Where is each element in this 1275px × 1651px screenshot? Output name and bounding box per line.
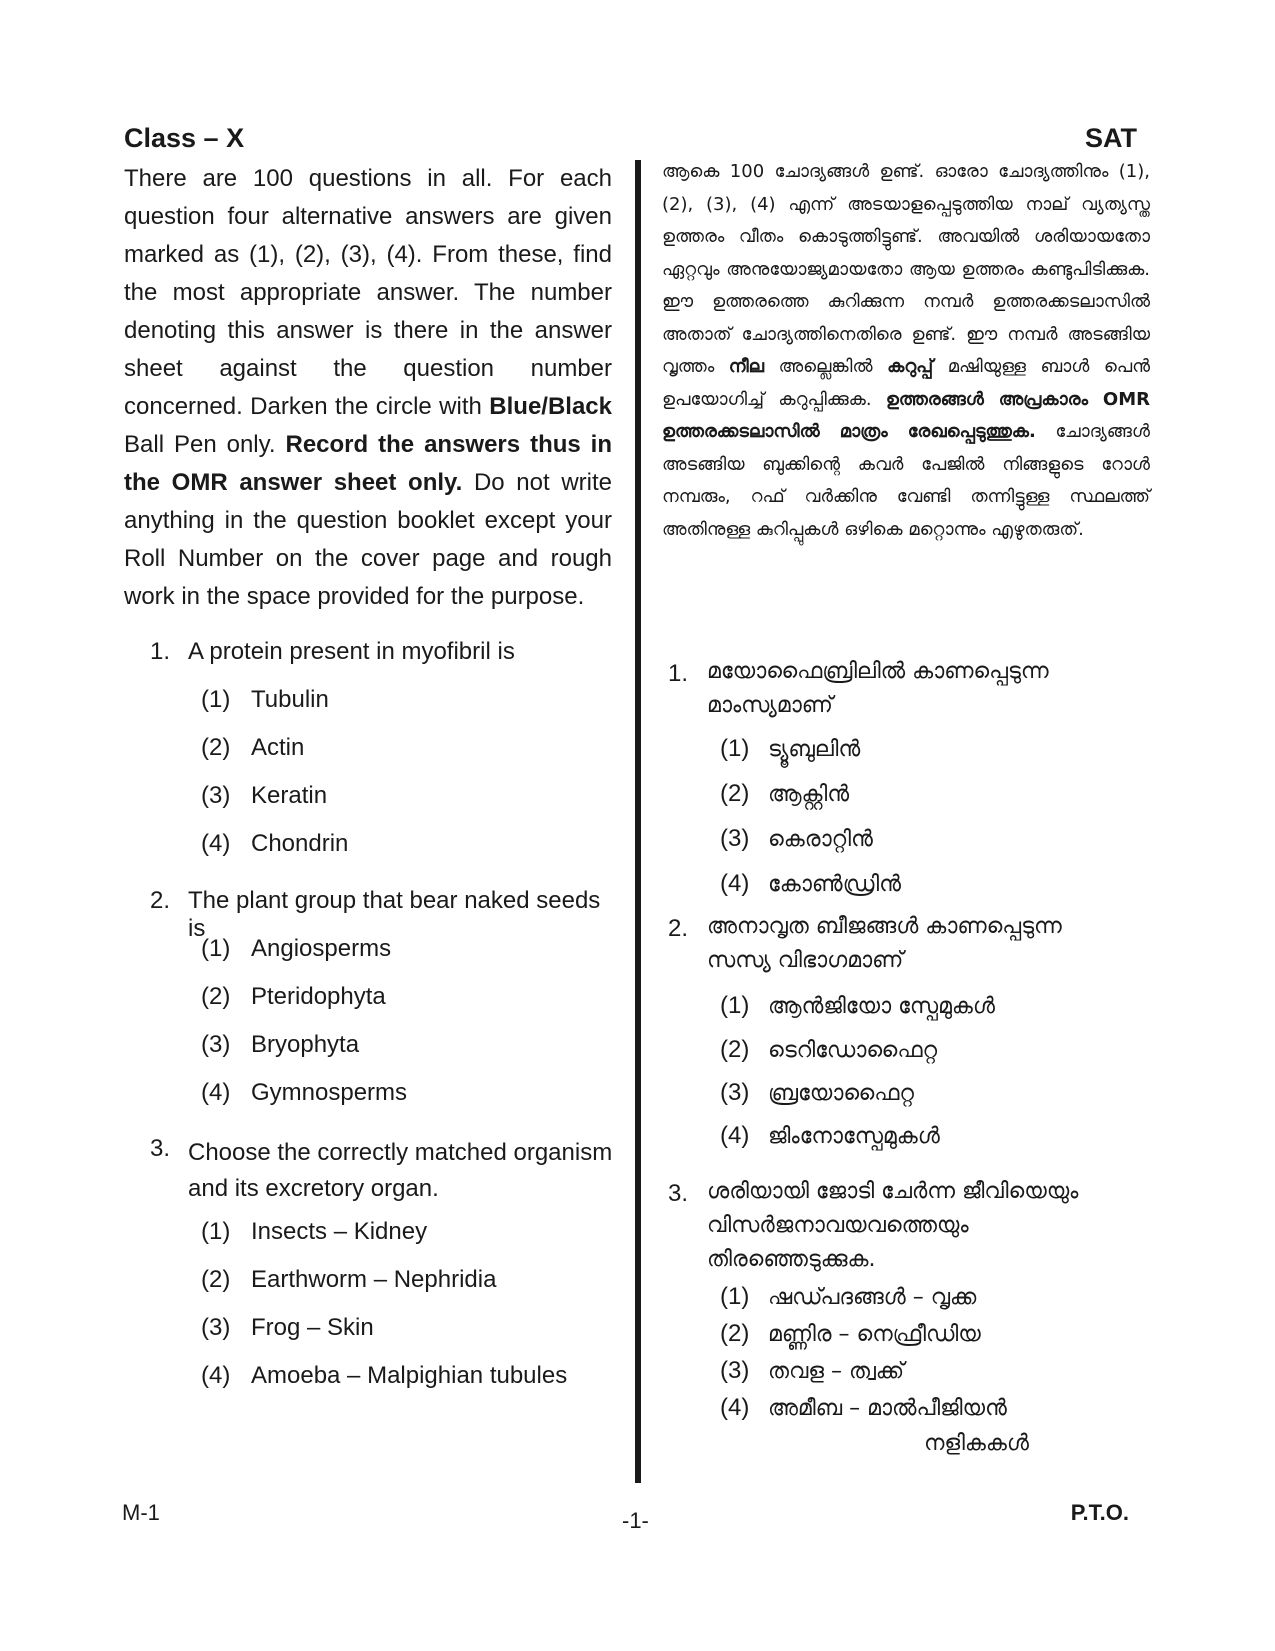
- question-number: 1.: [150, 638, 171, 665]
- option: (1) ട്യൂബുലിൻ: [720, 735, 861, 762]
- instructions-english: There are 100 questions in all. For each question four alternative answers are given marked as (1), (2), (3), (4). From these, find the most appropriate answer. The number denoting this answer is there in the answer sheet against the question number concerned. Darken the circle with Blue/Black Ball Pen only. Record the answers thus in the OMR answer sheet only. Do not write anything in the question booklet except your Roll Number on the cover page and rough work in the space provided for the purpose.: [124, 165, 613, 610]
- option: (3) Frog – Skin: [201, 1314, 374, 1341]
- option: (3) ബ്രയോഫൈറ്റ: [720, 1079, 915, 1106]
- question-number: 2.: [668, 915, 689, 942]
- option: (2) Earthworm – Nephridia: [201, 1266, 497, 1293]
- option: (3) തവള – ത്വക്ക്: [720, 1357, 905, 1384]
- question-number: 2.: [150, 887, 171, 914]
- option: (4) ജിംനോസ്പേമുകൾ: [720, 1122, 940, 1149]
- option: (2) Pteridophyta: [201, 983, 386, 1010]
- option: (1) Tubulin: [201, 686, 329, 713]
- option: (2) ടെറിഡോഫൈറ്റ: [720, 1036, 938, 1063]
- pto-label: P.T.O.: [1070, 1500, 1129, 1525]
- option: (4) Amoeba – Malpighian tubules: [201, 1362, 568, 1389]
- option: (4) അമീബ – മാൽപീജിയൻ: [720, 1394, 1007, 1421]
- option: (4) Chondrin: [201, 830, 349, 857]
- option: (1) Angiosperms: [201, 935, 392, 962]
- question-number: 1.: [668, 660, 689, 687]
- option-continuation: നളികകൾ: [924, 1431, 1029, 1456]
- question-number: 3.: [668, 1180, 689, 1207]
- question-text: അനാവൃത ബീജങ്ങൾ കാണപ്പെടുന്ന സസ്യ വിഭാഗമാണ്: [707, 914, 1062, 973]
- option: (3) Keratin: [201, 782, 328, 809]
- question-number: 3.: [150, 1135, 171, 1162]
- question-text: ശരിയായി ജോടി ചേർന്ന ജീവിയെയും വിസർജനാവയവത്തെയും തിരഞ്ഞെടുക്കുക.: [707, 1179, 1079, 1272]
- option: (1) ഷഡ്പദങ്ങൾ – വൃക്ക: [720, 1283, 977, 1310]
- option: (3) Bryophyta: [201, 1031, 360, 1058]
- option: (4) Gymnosperms: [201, 1079, 408, 1106]
- instructions-malayalam: ആകെ 100 ചോദ്യങ്ങൾ ഉണ്ട്. ഓരോ ചോദ്യത്തിനും (1), (2), (3), (4) എന്ന് അടയാളപ്പെടുത്തിയ നാല് വ്യത്യസ്ത ഉത്തരം വീതം കൊടുത്തിട്ടുണ്ട്. അവയിൽ ശരിയായതോ ഏറ്റവും അനുയോജ്യമായതോ ആയ ഉത്തരം കണ്ടുപിടിക്കുക. ഈ ഉത്തരത്തെ കുറിക്കുന്ന നമ്പർ ഉത്തരക്കടലാസിൽ അതാത് ചോദ്യത്തിനെതിരെ ഉണ്ട്. ഈ നമ്പർ അടങ്ങിയ വൃത്തം നീല അല്ലെങ്കിൽ കറുപ്പ് മഷിയുള്ള ബാൾ പെൻ ഉപയോഗിച്ച് കറുപ്പിക്കുക. ഉത്തരങ്ങൾ അപ്രകാരം OMR ഉത്തരക്കടലാസിൽ മാത്രം രേഖപ്പെടുത്തുക. ചോദ്യങ്ങൾ അടങ്ങിയ ബുക്കിന്റെ കവർ പേജിൽ നിങ്ങളുടെ റോൾ നമ്പരും, റഫ് വർക്കിനു വേണ്ടി തന്നിട്ടുള്ള സ്ഥലത്ത് അതിനുള്ള കുറിപ്പുകൾ ഒഴികെ മറ്റൊന്നും എഴുതരുത്.: [662, 161, 1150, 540]
- question-text: മയോഫൈബ്രിലിൽ കാണപ്പെടുന്ന മാംസ്യമാണ്: [707, 659, 1049, 718]
- column-divider: [635, 160, 641, 1483]
- class-label: Class – X: [124, 123, 245, 153]
- option: (1) Insects – Kidney: [201, 1218, 428, 1245]
- option: (2) Actin: [201, 734, 305, 761]
- option: (2) ആക്റ്റിൻ: [720, 780, 850, 807]
- option: (4) കോൺഡ്രിൻ: [720, 870, 902, 897]
- booklet-code: M-1: [122, 1500, 160, 1525]
- option: (1) ആൻജിയോ സ്പേമുകൾ: [720, 992, 995, 1019]
- question-text: The plant group that bear naked seeds is: [188, 887, 601, 942]
- exam-label: SAT: [1085, 123, 1137, 153]
- option: (2) മണ്ണിര – നെഫ്രീഡിയ: [720, 1320, 981, 1347]
- question-text: A protein present in myofibril is: [188, 638, 515, 665]
- question-text: Choose the correctly matched organism and its excretory organ.: [188, 1139, 613, 1202]
- page-number: -1-: [622, 1508, 649, 1533]
- option: (3) കെരാറ്റിൻ: [720, 825, 873, 852]
